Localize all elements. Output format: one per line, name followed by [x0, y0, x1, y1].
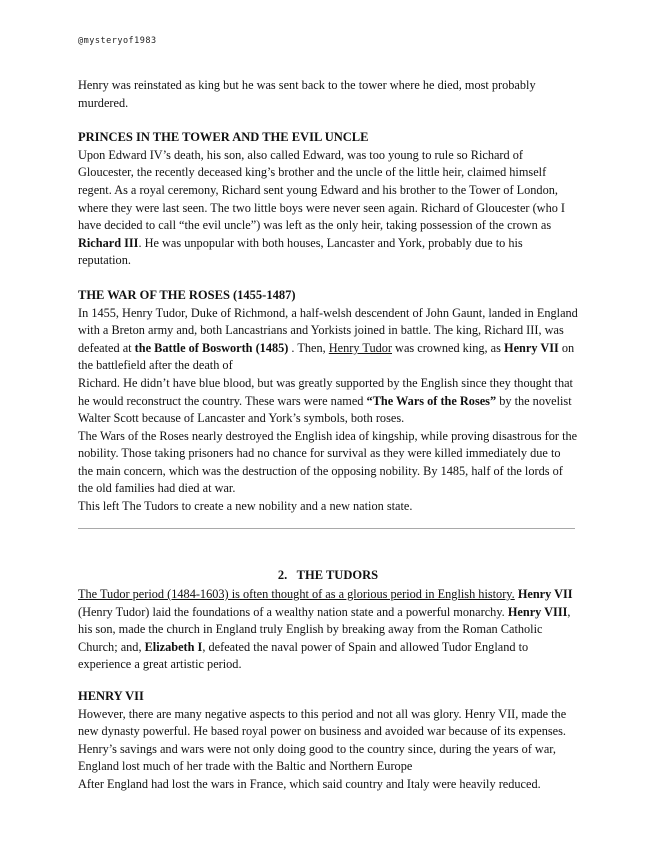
section-divider	[78, 528, 575, 529]
roses-paragraph-3: The Wars of the Roses nearly destroyed the English idea of kingship, while proving disastrous for the nobility. Those taking prisoners had no chance for survival as they were killed immediately due to the main concern, which was the destruction of the opposing nobility. By 1485, half of the lords of the old families had died at war.	[78, 428, 578, 496]
henry-vii-heading: HENRY VII	[78, 688, 144, 703]
henry-vii-bold: Henry VII	[504, 340, 559, 355]
henry-viii-bold: Henry VIII	[507, 604, 568, 619]
henry-tudor-underline: Henry Tudor	[328, 340, 392, 355]
roses-paragraph-2: Richard. He didn’t have blue blood, but was greatly supported by the English since they thought that he would reconstruct the country. These wars were named “The Wars of the Roses” by the novelist Walter Scott because of Lancaster and York’s symbols, both roses.	[78, 375, 573, 426]
tudors-section-title: 2. THE TUDORS	[277, 568, 379, 582]
henry-vii-paragraph-2: After England had lost the wars in France, which said country and Italy were heavily reduced.	[78, 776, 541, 791]
page-header-handle: @mysteryof1983	[78, 36, 157, 46]
wars-of-roses-bold: “The Wars of the Roses”	[366, 393, 497, 408]
roses-heading: THE WAR OF THE ROSES (1455-1487)	[78, 287, 296, 302]
henry-vii-bold-2: Henry VII	[517, 587, 573, 601]
roses-paragraph-1: In 1455, Henry Tudor, Duke of Richmond, a half-welsh descendent of John Gaunt, landed in England with a Breton army and, both Lancastrians and Yorkists joined in battle. The king, Richard III, was defeated at the Battle of Bosworth (1485) . Then, Henry Tudor was crowned king, as Henry VII on the battlefield after the death of	[78, 305, 578, 373]
princes-paragraph: Upon Edward IV’s death, his son, also called Edward, was too young to rule so Richard of Gloucester, the recently deceased king’s brother and the uncle of the little heir, claimed himself regent. As a royal ceremony, Richard sent young Edward and his brother to the Tower of London, where they were last seen. The two little boys were never seen again. Richard of Gloucester (who I have decided to call “the evil uncle”) was left as the only heir, taking possession of the crown as Richard III. He was unpopular with both houses, Lancaster and York, probably due to his reputation.	[78, 147, 566, 268]
tudors-paragraph: The Tudor period (1484-1603) is often thought of as a glorious period in English history. Henry VII (Henry Tudor) laid the foundations of a wealthy nation state and a powerful monarchy. Henry VIII, his son, made the church in England truly English by breaking away from the Roman Catholic Church; and, Elizabeth I, defeated the naval power of Spain and allowed Tudor England to experience a great artistic period.	[78, 587, 573, 672]
bosworth-bold: the Battle of Bosworth (1485)	[134, 340, 289, 355]
tudor-period-underline: The Tudor period (1484-1603) is often thought of as a glorious period in English history.	[78, 587, 515, 601]
roses-paragraph-4: This left The Tudors to create a new nobility and a new nation state.	[78, 499, 413, 514]
princes-heading: PRINCES IN THE TOWER AND THE EVIL UNCLE	[78, 130, 369, 145]
main-content	[78, 77, 578, 516]
intro-paragraph: Henry was reinstated as king but he was sent back to the tower where he died, most probably murdered.	[78, 78, 536, 110]
tudors-content	[78, 586, 578, 794]
henry-vii-paragraph-1: However, there are many negative aspects to this period and not all was glory. Henry VII, made the new dynasty powerful. He based royal power on business and avoided war because of its expenses. Henry’s savings and wars were not only doing good to the country since, during the years of war, England lost much of her trade with the Baltic and Northern Europe	[78, 706, 567, 774]
richard-iii-bold: Richard III	[78, 235, 139, 250]
elizabeth-i-bold: Elizabeth I	[144, 639, 203, 654]
